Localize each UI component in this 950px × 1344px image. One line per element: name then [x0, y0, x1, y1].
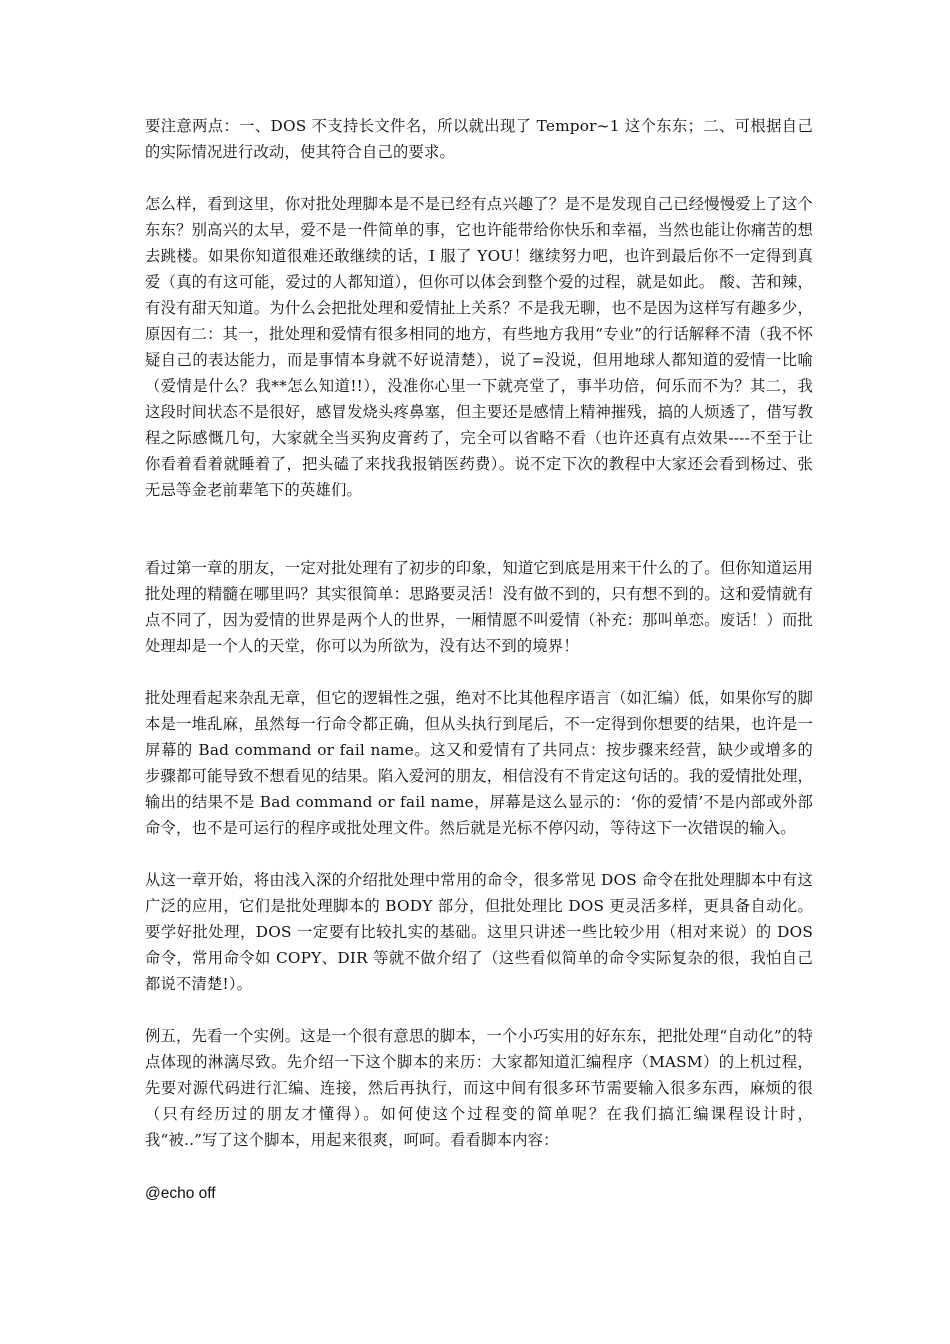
paragraph-interest: 怎么样，看到这里，你对批处理脚本是不是已经有点兴趣了？是不是发现自己已经慢慢爱上了这个东东？别高兴的太早，爱不是一件简单的事，它也许能带给你快乐和幸福，当然也能让你痛苦的想去跳楼。如果你知道很难还敢继续的话，I 服了 YOU！继续努力吧，也许到最后你不一定得到真爱（真的有这可能，爱过的人都知道），但你可以体会到整个爱的过程，就是如此。 酸、苦和辣，有没有甜天知道。为什么会把批处理和爱情扯上关系？不是我无聊，也不是因为这样写有趣多少，原因有二：其一，批处理和爱情有很多相同的地方，有些地方我用“专业”的行话解释不清（我不怀疑自己的表达能力，而是事情本身就不好说清楚），说了=没说，但用地球人都知道的爱情一比喻（爱情是什么？我**怎么知道!!），没准你心里一下就亮堂了，事半功倍，何乐而不为？其二，我这段时间状态不是很好，感冒发烧头疼鼻塞，但主要还是感情上精神摧残，搞的人烦透了，借写教程之际感慨几句，大家就全当买狗皮膏药了，完全可以省略不看（也许还真有点效果----不至于让你看着看着就睡着了，把头磕了来找我报销医药费）。说不定下次的教程中大家还会看到杨过、张无忌等金老前辈笔下的英雄们。	[145, 195, 813, 499]
paragraph-commands: 从这一章开始，将由浅入深的介绍批处理中常用的命令，很多常见 DOS 命令在批处理脚本中有这广泛的应用，它们是批处理脚本的 BODY 部分，但批处理比 DOS 更灵活多样，更具备自动化。要学好批处理，DOS 一定要有比较扎实的基础。这里只讲述一些比较少用（相对来说）的 DOS 命令，常用命令如 COPY、DIR 等就不做介绍了（这些看似简单的命令实际复杂的很，我怕自己都说不清楚!）。	[145, 871, 819, 993]
code-line-echo-off: @echo off	[145, 1185, 216, 1202]
paragraph-example-five: 例五，先看一个实例。这是一个很有意思的脚本，一个小巧实用的好东东，把批处理“自动化”的特点体现的淋漓尽致。先介绍一下这个脚本的来历：大家都知道汇编程序（MASM）的上机过程，先要对源代码进行汇编、连接，然后再执行，而这中间有很多环节需要输入很多东西，麻烦的很（只有经历过的朋友才懂得）。如何使这个过程变的简单呢？在我们搞汇编课程设计时，我“被..”写了这个脚本，用起来很爽，呵呵。看看脚本内容：	[145, 1027, 813, 1149]
paragraph-chapter-one: 看过第一章的朋友，一定对批处理有了初步的印象，知道它到底是用来干什么的了。但你知道运用批处理的精髓在哪里吗？其实很简单：思路要灵活！没有做不到的，只有想不到的。这和爱情就有点不同了，因为爱情的世界是两个人的世界，一厢情愿不叫爱情（补充：那叫单恋。废话！）而批处理却是一个人的天堂，你可以为所欲为，没有达不到的境界！	[145, 559, 813, 655]
paragraph-dos-notes: 要注意两点：一、DOS 不支持长文件名，所以就出现了 Tempor~1 这个东东；二、可根据自己的实际情况进行改动，使其符合自己的要求。	[145, 117, 813, 161]
paragraph-logic: 批处理看起来杂乱无章，但它的逻辑性之强，绝对不比其他程序语言（如汇编）低，如果你写的脚本是一堆乱麻，虽然每一行命令都正确，但从头执行到尾后，不一定得到你想要的结果，也许是一屏幕的 Bad command or fail name。这又和爱情有了共同点：按步骤来经营，缺少或增多的步骤都可能导致不想看见的结果。陷入爱河的朋友，相信没有不肯定这句话的。我的爱情批处理，输出的结果不是 Bad command or fail name，屏幕是这么显示的：‘你的爱情’不是内部或外部命令，也不是可运行的程序或批处理文件。然后就是光标不停闪动，等待这下一次错误的输入。	[145, 689, 813, 837]
document-page	[145, 113, 819, 1207]
